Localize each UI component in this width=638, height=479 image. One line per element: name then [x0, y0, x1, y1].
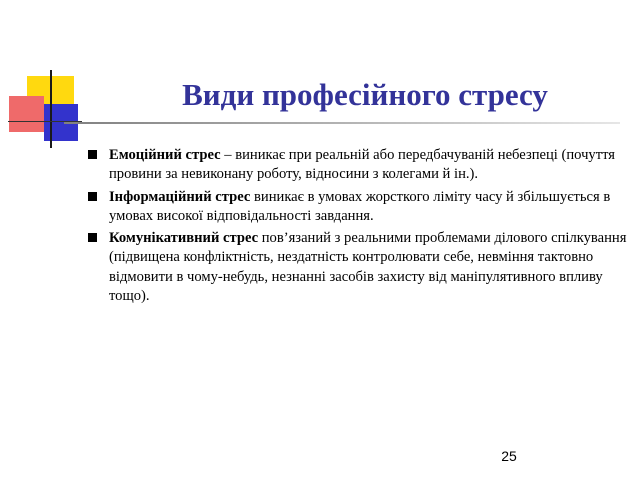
title-underline: [64, 122, 620, 124]
bullet-item-emotional: [88, 146, 628, 185]
bullet-item-informational: [88, 188, 628, 227]
decor-vertical-line: [50, 70, 52, 148]
page-number: 25: [501, 448, 517, 464]
bullet-text: – виникає при реальній або передбачуваній небезпеці (почуття провини за невиконану роботу, відносини з колегами й ін.).: [109, 147, 616, 183]
bullet-item-communicative: [88, 229, 628, 306]
square-bullet-icon: [88, 192, 97, 201]
slide-title: Види професійного стресу: [182, 77, 548, 112]
square-bullet-icon: [88, 150, 97, 159]
bullet-term: Емоційний стрес: [109, 147, 221, 163]
bullet-text: пов’язаний з реальними проблемами ділового спілкування (підвищена конфліктність, нездатність контролювати себе, невміння тактовно відмовити в чому-небудь, незнанні засобів захисту від маніпулятивного впливу тощо).: [109, 230, 627, 305]
bullet-term: Інформаційний стрес: [109, 188, 251, 205]
bullet-list: [88, 146, 628, 309]
decor-red-square: [9, 96, 44, 132]
square-bullet-icon: [88, 233, 97, 242]
bullet-term: Комунікативний стрес: [109, 230, 259, 247]
bullet-text: виникає в умовах жорсткого ліміту часу й збільшується в умовах високої відповідальності завдання.: [109, 188, 611, 224]
